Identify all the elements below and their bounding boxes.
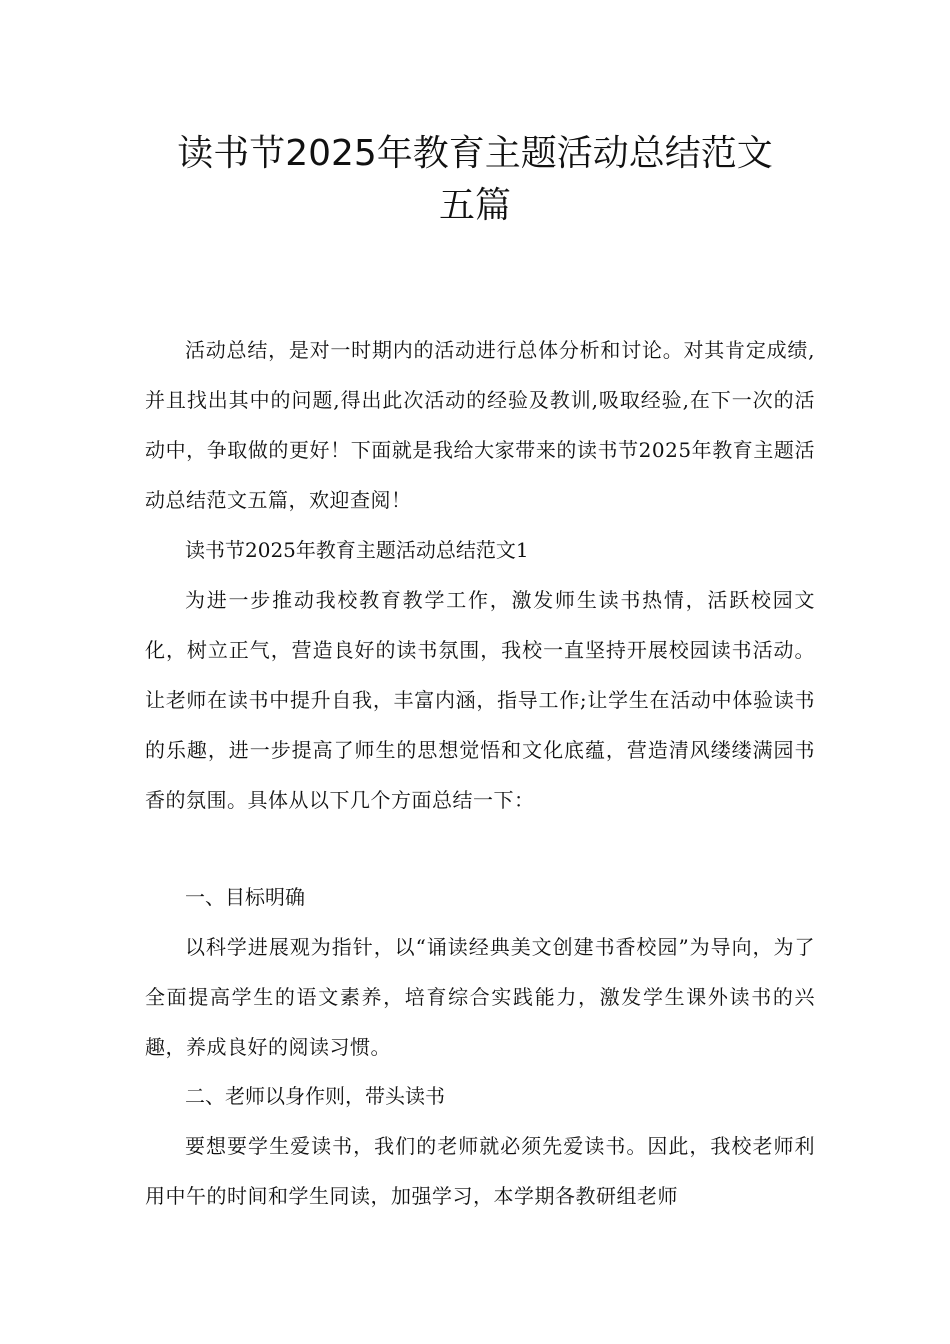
section-title: 读书节2025年教育主题活动总结范文1	[185, 538, 529, 562]
heading-teachers: 二、老师以身作则，带头读书	[185, 1084, 445, 1108]
document-title: 读书节2025年教育主题活动总结范文	[177, 133, 773, 174]
document-title-continued: 五篇	[438, 185, 511, 226]
teachers-paragraph: 要想要学生爱读书，我们的老师就必须先爱读书。因此，我校老师利用中午的时间和学生同读，加强学习，本学期各教研组老师	[145, 1134, 815, 1208]
goal-paragraph: 以科学进展观为指针，以“诵读经典美文创建书香校园”为导向，为了全面提高学生的语文素养，培育综合实践能力，激发学生课外读书的兴趣，养成良好的阅读习惯。	[145, 935, 815, 1059]
intro-paragraph: 活动总结，是对一时期内的活动进行总体分析和讨论。对其肯定成绩,并且找出其中的问题,得出此次活动的经验及教训,吸取经验,在下一次的活动中，争取做的更好！下面就是我给大家带来的读书节2025年教育主题活动总结范文五篇，欢迎查阅！	[145, 338, 815, 512]
section-paragraph: 为进一步推动我校教育教学工作，激发师生读书热情，活跃校园文化，树立正气，营造良好的读书氛围，我校一直坚持开展校园读书活动。让老师在读书中提升自我，丰富内涵，指导工作;让学生在活动中体验读书的乐趣，进一步提高了师生的思想觉悟和文化底蕴，营造清风缕缕满园书香的氛围。具体从以下几个方面总结一下：	[145, 588, 815, 812]
heading-goal: 一、目标明确	[185, 885, 305, 909]
